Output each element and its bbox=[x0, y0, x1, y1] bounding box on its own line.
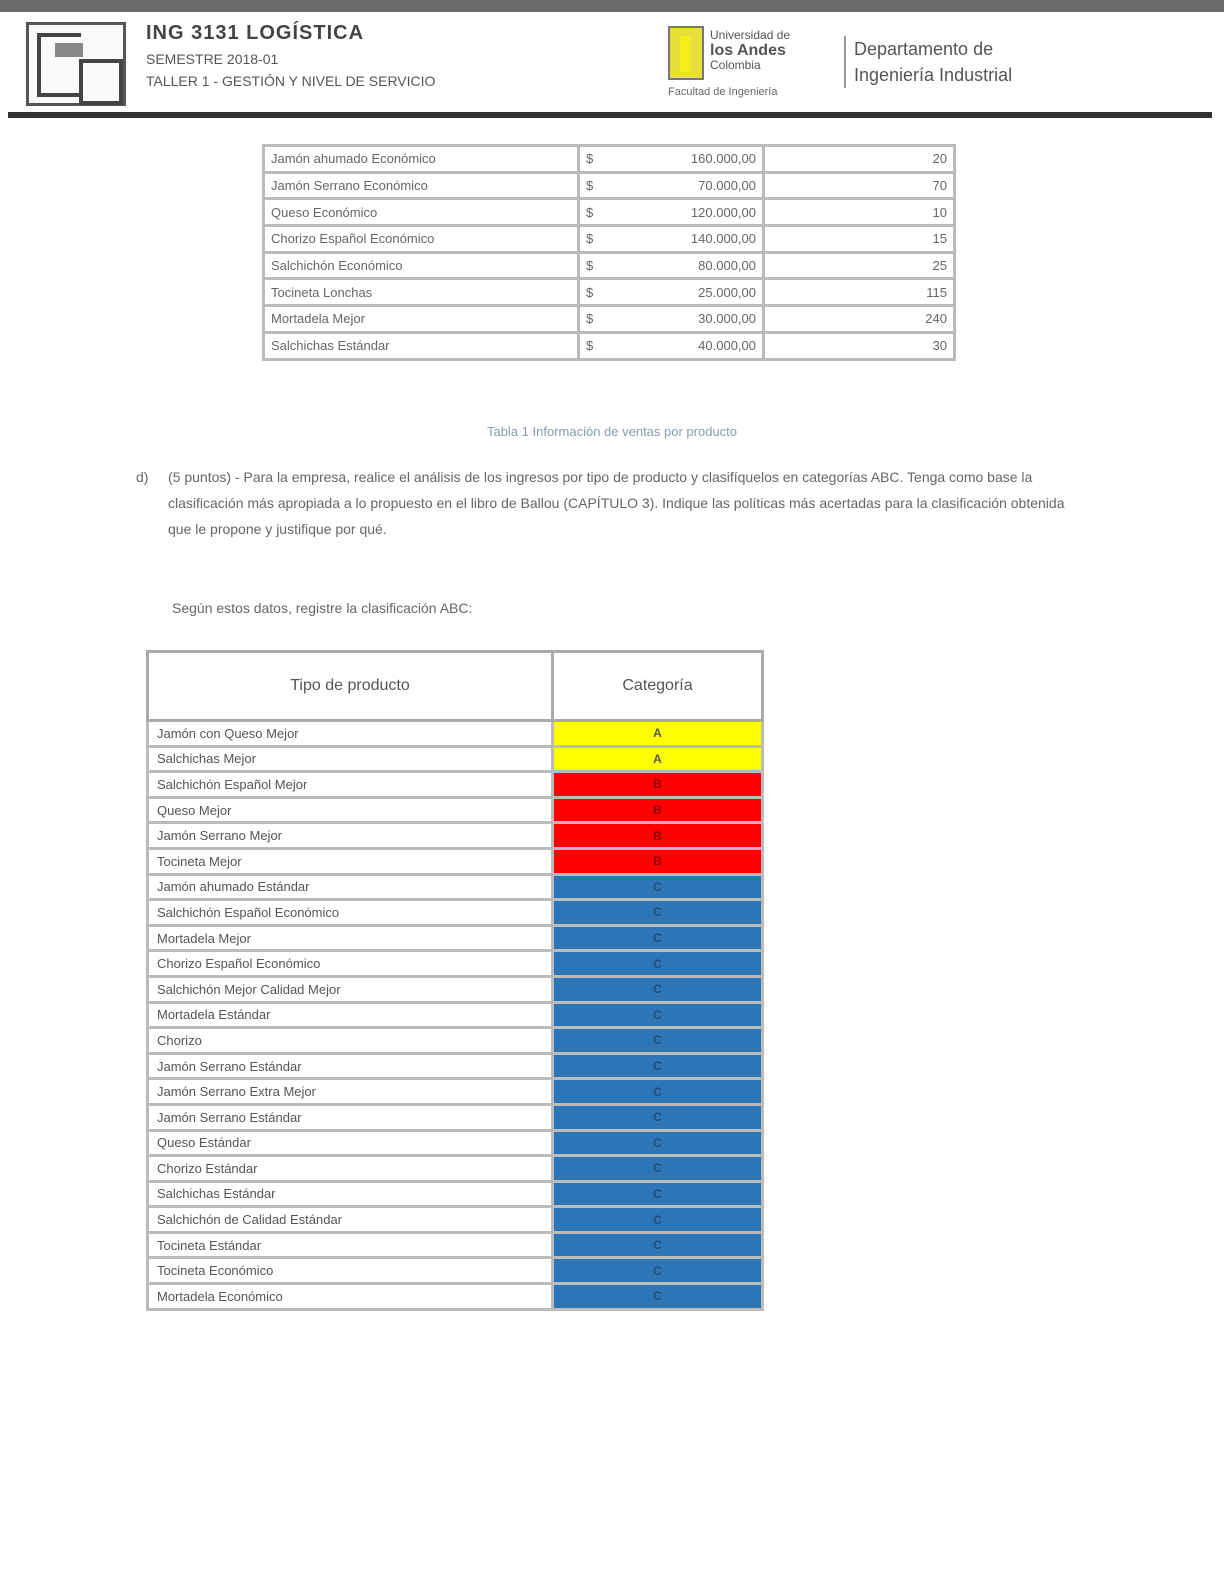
table-row bbox=[264, 279, 955, 306]
table-caption: Tabla 1 Información de ventas por producto bbox=[486, 424, 738, 439]
table-row bbox=[148, 1130, 763, 1156]
currency-symbol: $ bbox=[586, 204, 594, 220]
product-type: Jamón Serrano Estándar bbox=[148, 1053, 553, 1079]
category-cell: C bbox=[553, 1079, 763, 1105]
currency-symbol: $ bbox=[586, 284, 594, 300]
category-cell: B bbox=[553, 772, 763, 798]
currency-symbol: $ bbox=[586, 151, 594, 167]
product-cost bbox=[579, 146, 764, 173]
product-name: Salchichón Económico bbox=[264, 252, 579, 279]
semester: SEMESTRE 2018-01 bbox=[146, 51, 279, 67]
item-text: (5 puntos) - Para la empresa, realice el análisis de los ingresos por tipo de producto y clasifíquelos en categorías ABC. Tenga como base la clasificación más apropiada a lo propuesto en el libro de Ballou (CAPÍTULO 3). Indique las políticas más acertadas para la clasificación obtenida que le propone y justifique por qué. bbox=[168, 469, 1065, 537]
table-row bbox=[148, 1053, 763, 1079]
table-row bbox=[148, 925, 763, 951]
abc-header-row bbox=[148, 652, 763, 721]
table-row bbox=[148, 874, 763, 900]
page-header bbox=[0, 12, 1224, 122]
product-type: Chorizo Estándar bbox=[148, 1156, 553, 1182]
top-bar bbox=[0, 0, 1224, 12]
product-type: Mortadela Mejor bbox=[148, 925, 553, 951]
table-row bbox=[148, 1028, 763, 1054]
product-value: 30 bbox=[764, 332, 955, 359]
product-type: Salchichón Español Económico bbox=[148, 900, 553, 926]
table-row bbox=[264, 252, 955, 279]
category-cell: B bbox=[553, 823, 763, 849]
table-row bbox=[148, 1079, 763, 1105]
table-row bbox=[148, 951, 763, 977]
table-row bbox=[148, 1181, 763, 1207]
product-value: 240 bbox=[764, 306, 955, 333]
product-value: 25 bbox=[764, 252, 955, 279]
table-row bbox=[148, 797, 763, 823]
product-type: Jamón Serrano Mejor bbox=[148, 823, 553, 849]
product-value: 10 bbox=[764, 199, 955, 226]
table-row bbox=[148, 848, 763, 874]
table-row bbox=[264, 332, 955, 359]
cost-amount: 30.000,00 bbox=[698, 311, 756, 327]
category-cell: C bbox=[553, 976, 763, 1002]
course-logo bbox=[26, 22, 126, 106]
product-value: 15 bbox=[764, 226, 955, 253]
table-row bbox=[148, 721, 763, 747]
product-cost bbox=[579, 172, 764, 199]
table-row bbox=[148, 900, 763, 926]
department-name: Departamento de Ingeniería Industrial bbox=[844, 36, 1012, 88]
category-cell: C bbox=[553, 951, 763, 977]
assignment-title: TALLER 1 - GESTIÓN Y NIVEL DE SERVICIO bbox=[146, 73, 436, 89]
table-row bbox=[148, 1156, 763, 1182]
product-cost bbox=[579, 199, 764, 226]
product-cost bbox=[579, 252, 764, 279]
currency-symbol: $ bbox=[586, 231, 594, 247]
cost-amount: 120.000,00 bbox=[690, 204, 756, 220]
product-type: Mortadela Estándar bbox=[148, 1002, 553, 1028]
product-type: Salchichas Mejor bbox=[148, 746, 553, 772]
table-row bbox=[148, 1284, 763, 1310]
category-cell: C bbox=[553, 900, 763, 926]
cost-amount: 70.000,00 bbox=[698, 178, 756, 194]
category-cell: C bbox=[553, 1232, 763, 1258]
table-row bbox=[148, 1002, 763, 1028]
question-item bbox=[136, 464, 1076, 542]
product-type: Tocineta Económico bbox=[148, 1258, 553, 1284]
item-number: d) bbox=[136, 469, 149, 485]
cost-amount: 80.000,00 bbox=[698, 258, 756, 274]
product-type: Chorizo Español Económico bbox=[148, 951, 553, 977]
product-type: Tocineta Mejor bbox=[148, 848, 553, 874]
category-cell: C bbox=[553, 1181, 763, 1207]
table-row bbox=[148, 772, 763, 798]
header-divider bbox=[8, 112, 1212, 118]
currency-symbol: $ bbox=[586, 178, 594, 194]
table-row bbox=[264, 172, 955, 199]
category-cell: C bbox=[553, 1028, 763, 1054]
product-type: Salchichas Estándar bbox=[148, 1181, 553, 1207]
currency-symbol: $ bbox=[586, 338, 594, 354]
product-name: Jamón Serrano Económico bbox=[264, 172, 579, 199]
course-title: ING 3131 LOGÍSTICA bbox=[146, 22, 365, 44]
product-name: Queso Económico bbox=[264, 199, 579, 226]
cost-amount: 25.000,00 bbox=[698, 284, 756, 300]
category-cell: A bbox=[553, 746, 763, 772]
currency-symbol: $ bbox=[586, 311, 594, 327]
category-cell: C bbox=[553, 1207, 763, 1233]
product-cost bbox=[579, 306, 764, 333]
university-name: Universidad de los Andes Colombia bbox=[710, 28, 791, 72]
product-type: Queso Mejor bbox=[148, 797, 553, 823]
table-row bbox=[148, 1258, 763, 1284]
abc-table bbox=[146, 650, 764, 1311]
category-cell: C bbox=[553, 1156, 763, 1182]
product-cost bbox=[579, 226, 764, 253]
product-cost bbox=[579, 279, 764, 306]
abc-intro: Según estos datos, registre la clasificación ABC: bbox=[172, 600, 473, 616]
table-row bbox=[264, 226, 955, 253]
product-type: Salchichón Mejor Calidad Mejor bbox=[148, 976, 553, 1002]
currency-symbol: $ bbox=[586, 258, 594, 274]
product-type: Chorizo bbox=[148, 1028, 553, 1054]
product-name: Jamón ahumado Económico bbox=[264, 146, 579, 173]
product-type: Mortadela Económico bbox=[148, 1284, 553, 1310]
product-value: 70 bbox=[764, 172, 955, 199]
university-logo bbox=[668, 26, 838, 102]
category-cell: C bbox=[553, 874, 763, 900]
cost-amount: 160.000,00 bbox=[690, 151, 756, 167]
table-row bbox=[148, 1104, 763, 1130]
product-type: Queso Estándar bbox=[148, 1130, 553, 1156]
category-cell: A bbox=[553, 721, 763, 747]
table-row bbox=[148, 976, 763, 1002]
product-name: Salchichas Estándar bbox=[264, 332, 579, 359]
table-row bbox=[148, 1207, 763, 1233]
header-category: Categoría bbox=[553, 652, 763, 721]
product-type: Jamón Serrano Extra Mejor bbox=[148, 1079, 553, 1105]
category-cell: B bbox=[553, 848, 763, 874]
cost-amount: 40.000,00 bbox=[698, 338, 756, 354]
category-cell: B bbox=[553, 797, 763, 823]
category-cell: C bbox=[553, 1002, 763, 1028]
table-row bbox=[264, 146, 955, 173]
header-product-type: Tipo de producto bbox=[148, 652, 553, 721]
category-cell: C bbox=[553, 1258, 763, 1284]
category-cell: C bbox=[553, 925, 763, 951]
table-row bbox=[148, 746, 763, 772]
course-info bbox=[146, 22, 435, 89]
table-row bbox=[264, 199, 955, 226]
table-row bbox=[148, 1232, 763, 1258]
product-type: Jamón con Queso Mejor bbox=[148, 721, 553, 747]
shield-icon bbox=[668, 26, 704, 80]
table-row bbox=[264, 306, 955, 333]
product-name: Chorizo Español Económico bbox=[264, 226, 579, 253]
cost-table bbox=[262, 144, 956, 361]
product-type: Salchichón de Calidad Estándar bbox=[148, 1207, 553, 1233]
category-cell: C bbox=[553, 1130, 763, 1156]
product-type: Jamón Serrano Estándar bbox=[148, 1104, 553, 1130]
product-type: Tocineta Estándar bbox=[148, 1232, 553, 1258]
product-name: Tocineta Lonchas bbox=[264, 279, 579, 306]
product-name: Mortadela Mejor bbox=[264, 306, 579, 333]
product-type: Jamón ahumado Estándar bbox=[148, 874, 553, 900]
category-cell: C bbox=[553, 1053, 763, 1079]
product-cost bbox=[579, 332, 764, 359]
category-cell: C bbox=[553, 1284, 763, 1310]
faculty-name: Facultad de Ingeniería bbox=[668, 86, 778, 98]
product-type: Salchichón Español Mejor bbox=[148, 772, 553, 798]
table-row bbox=[148, 823, 763, 849]
cost-amount: 140.000,00 bbox=[690, 231, 756, 247]
product-value: 20 bbox=[764, 146, 955, 173]
category-cell: C bbox=[553, 1104, 763, 1130]
product-value: 115 bbox=[764, 279, 955, 306]
